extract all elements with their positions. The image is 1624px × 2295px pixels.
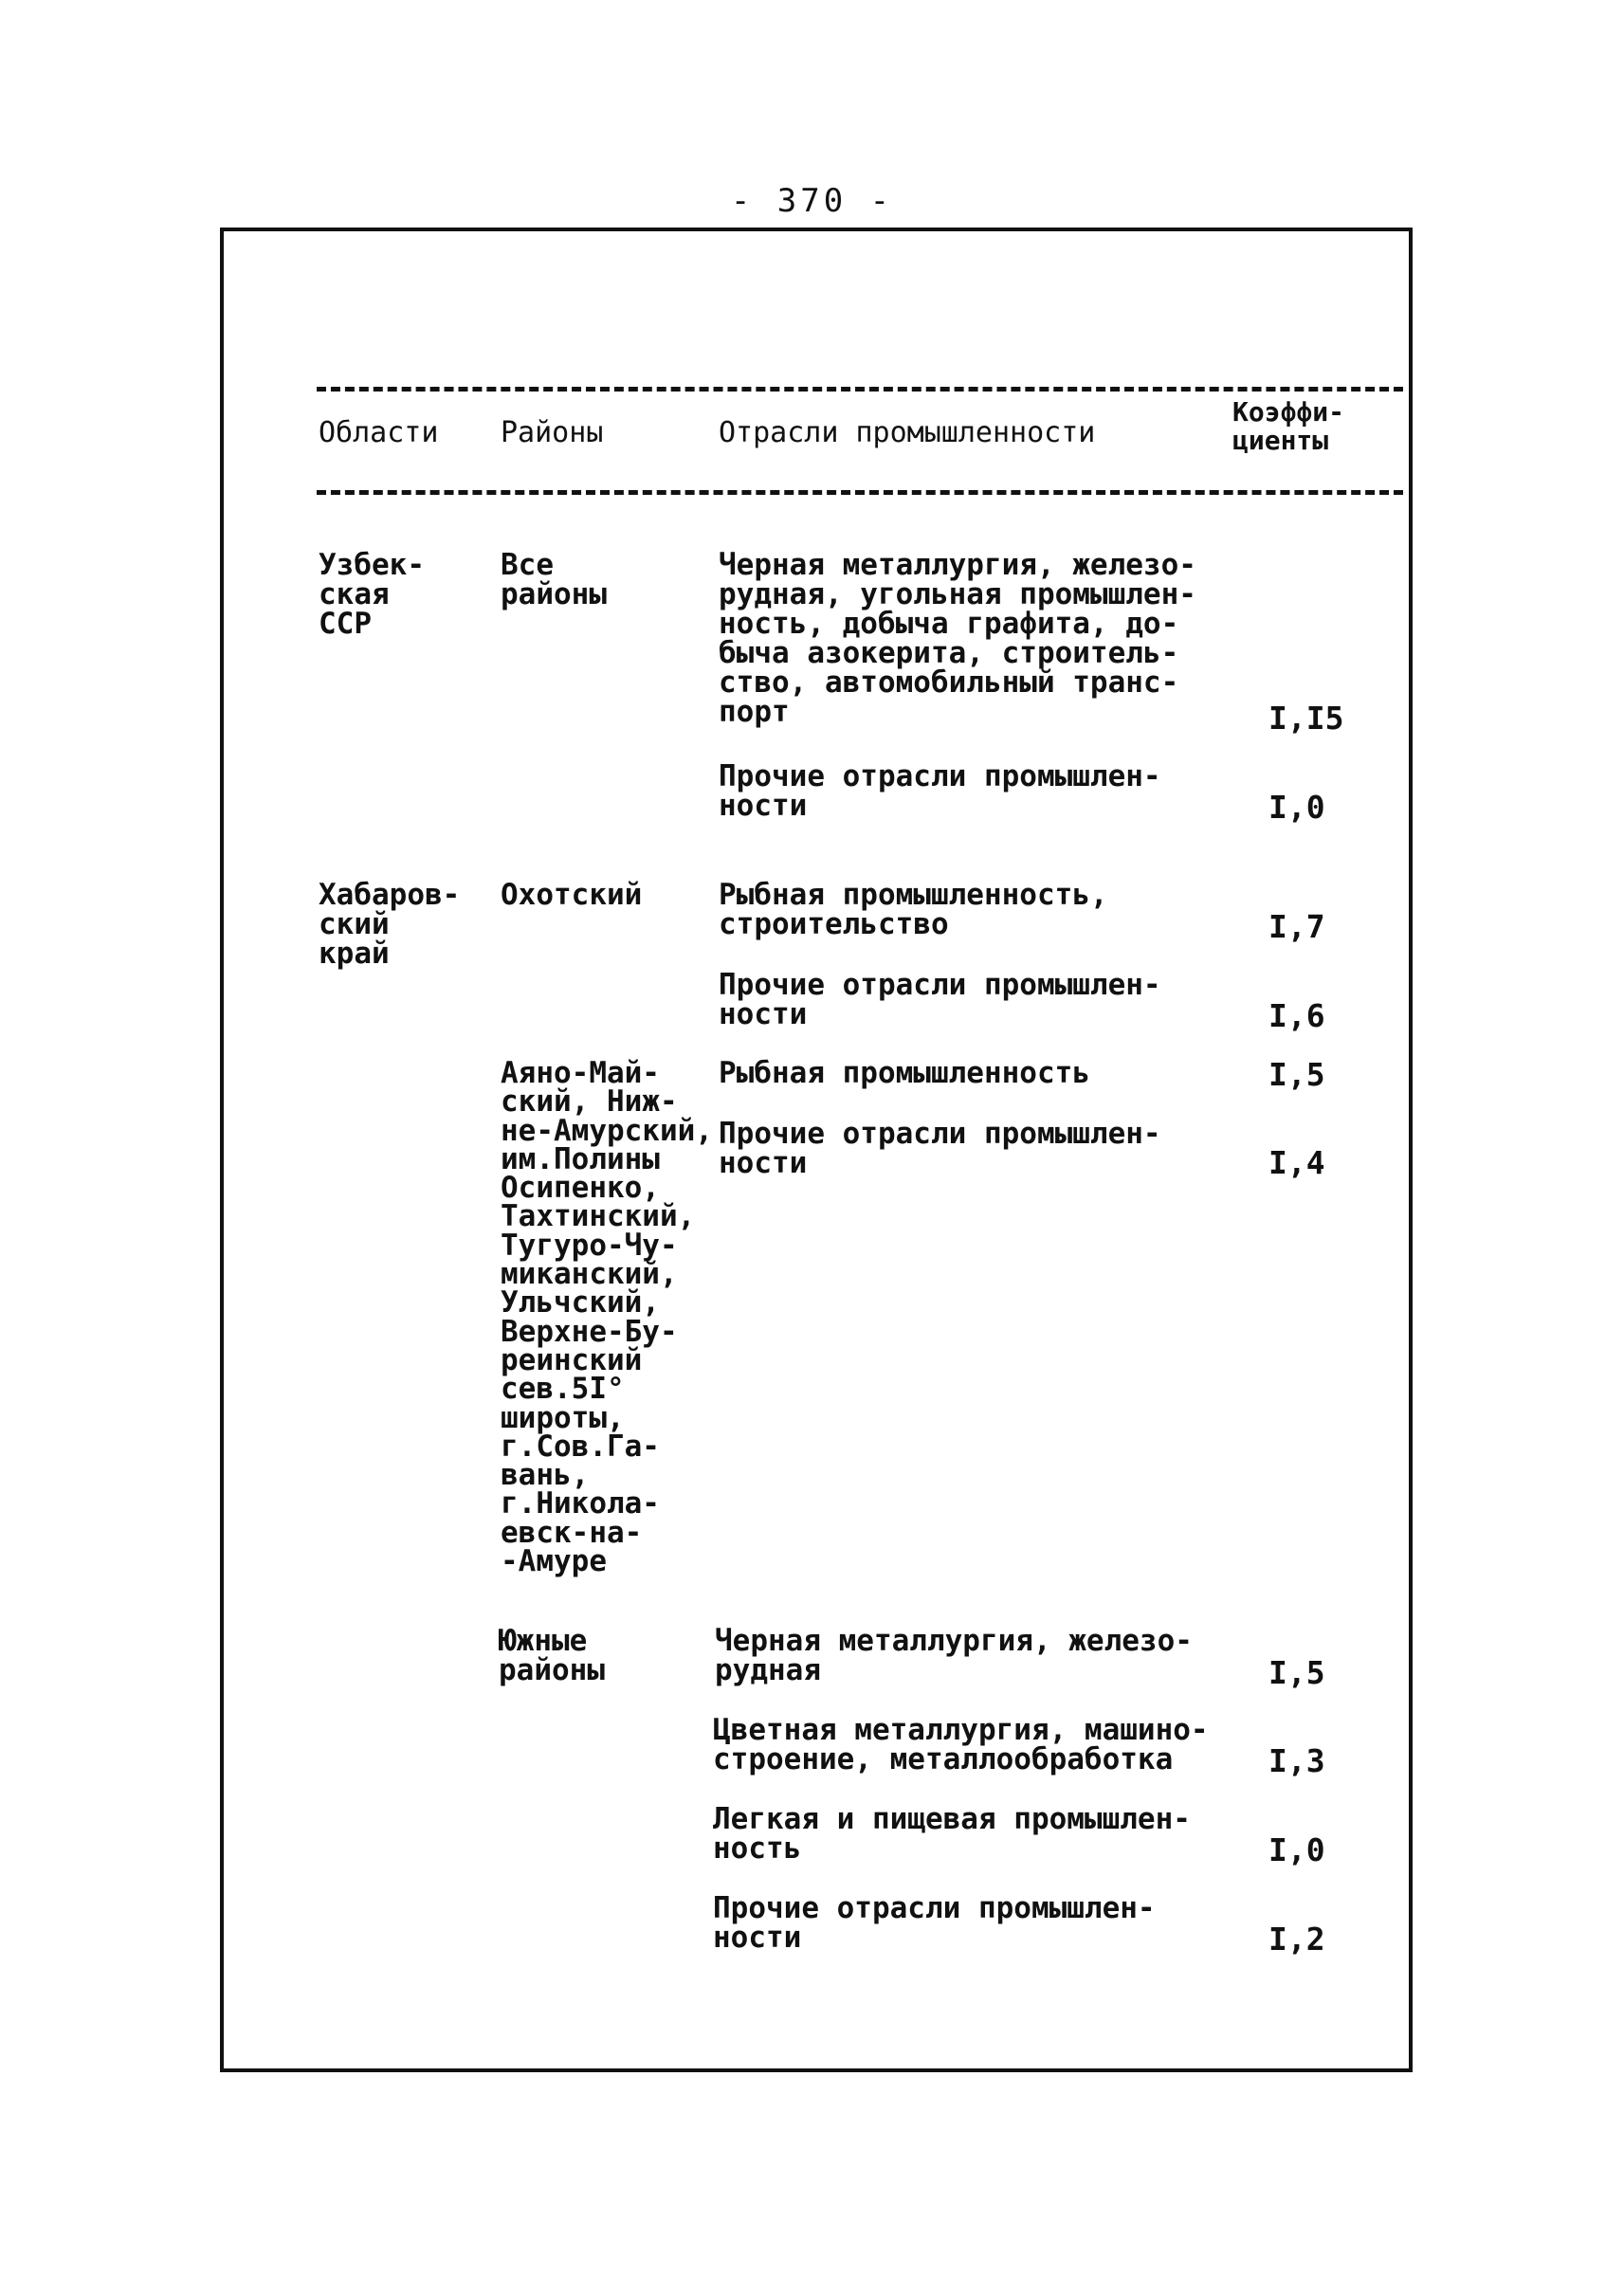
row-2-industry: Рыбная промышленность, строительство — [719, 878, 1108, 941]
row-1-coef: I,0 — [1268, 789, 1325, 826]
row-0-industry: Черная металлургия, железо- рудная, угольная промышлен- ность, добыча графита, до- быча азокерита, строитель- ство, автомобильный транс- порт — [719, 548, 1196, 729]
row-9-coef: I,2 — [1268, 1921, 1325, 1958]
row-2-region: Хабаров- ский край — [319, 878, 461, 971]
row-3-coef: I,6 — [1268, 997, 1325, 1034]
row-0-region: Узбек- ская ССР — [319, 548, 425, 641]
row-7-coef: I,3 — [1268, 1742, 1325, 1779]
row-2-coef: I,7 — [1268, 908, 1325, 945]
header-oblasti: Области — [319, 416, 439, 449]
header-koeff: Коэффи- циенты — [1232, 396, 1345, 456]
row-5-coef: I,4 — [1268, 1144, 1325, 1181]
row-7-industry: Цветная металлургия, машино- строение, металлообработка — [713, 1713, 1209, 1776]
row-0-district: Все районы — [501, 548, 607, 611]
row-3-industry: Прочие отрасли промышлен- ности — [719, 968, 1161, 1031]
row-9-industry: Прочие отрасли промышлен- ности — [713, 1891, 1156, 1955]
header-otrasli: Отрасли промышленности — [719, 416, 1096, 449]
header-top-rule — [317, 387, 1403, 392]
row-4-industry: Рыбная промышленность — [719, 1056, 1090, 1090]
row-8-industry: Легкая и пищевая промышлен- ность — [713, 1802, 1191, 1866]
row-6-industry: Черная металлургия, железо- рудная — [715, 1624, 1193, 1687]
row-2-district: Охотский — [501, 878, 643, 912]
row-5-industry: Прочие отрасли промышлен- ности — [719, 1117, 1161, 1180]
page-number: - 370 - — [730, 182, 894, 220]
row-4-district: Аяно-Май- ский, Ниж- не-Амурский, им.Полины Осипенко, Тахтинский, Тугуро-Чу- миканский, Ульчский, Верхне-Бу- реинский сев.5I° широты, г.Сов.Га- вань, г.Никола- евск-на- -Амуре — [501, 1056, 713, 1579]
header-bottom-rule — [317, 490, 1403, 495]
header-rayony: Районы — [501, 416, 604, 449]
row-1-industry: Прочие отрасли промышлен- ности — [719, 759, 1161, 823]
row-4-coef: I,5 — [1268, 1056, 1325, 1093]
row-8-coef: I,0 — [1268, 1831, 1325, 1868]
row-0-coef: I,I5 — [1268, 700, 1344, 737]
row-6-district: Южные районы — [499, 1624, 605, 1687]
row-6-coef: I,5 — [1268, 1654, 1325, 1691]
